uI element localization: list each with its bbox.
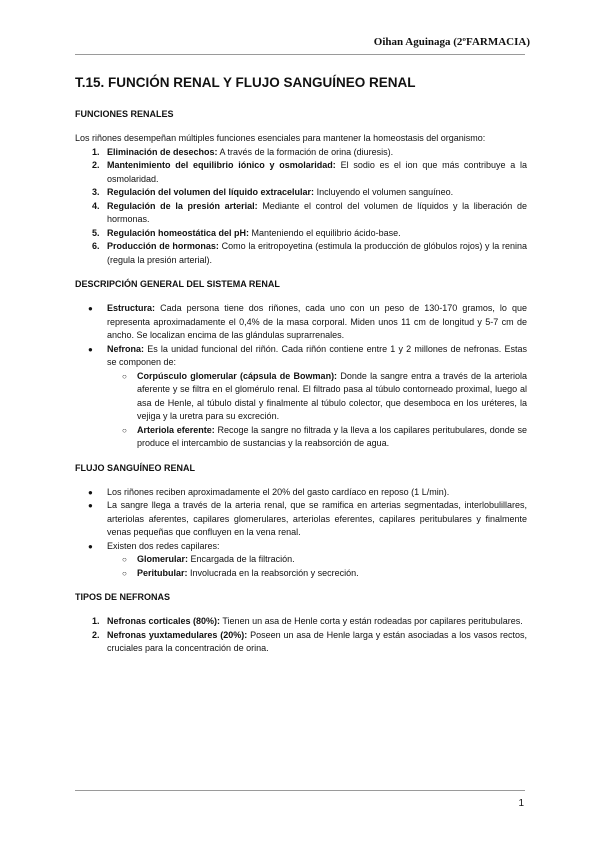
document-header-author: Oihan Aguinaga (2ºFARMACIA)	[373, 36, 530, 48]
bullet-circle-icon: ○	[122, 425, 127, 435]
list-item: 4. Regulación de la presión arterial: Mediante el control del volumen de líquidos y la liberación de hormonas.	[92, 200, 527, 224]
list-item: 2. Nefronas yuxtamedulares (20%): Poseen un asa de Henle larga y están asociadas a los vasos rectos, cruciales para la concentración de orina.	[92, 629, 527, 653]
list-item: ● Estructura: Cada persona tiene dos riñones, cada uno con un peso de 130-170 gramos, lo que representa aproximadamente el 0,4% de la masa corporal. Miden unos 11 cm de longitud y 5-7 cm de ancho. Se localizan encima de las glándulas suprarrenales.	[88, 303, 527, 340]
bullet-circle-icon: ○	[122, 568, 127, 578]
section-heading-funciones: FUNCIONES RENALES	[75, 109, 174, 119]
document-title: T.15. FUNCIÓN RENAL Y FLUJO SANGUÍNEO RENAL	[75, 75, 416, 90]
list-item: 3. Regulación del volumen del líquido extracelular: Incluyendo el volumen sanguíneo.	[92, 187, 454, 197]
page-number: 1	[518, 798, 524, 809]
list-item: ● La sangre llega a través de la arteria renal, que se ramifica en arterias segmentadas, interlobulillares, arteriolas aferentes, capilares glomerulares, arteriolas eferentes, capilares peritubulares y finalmente venas pequeñas que confluyen en la vena renal.	[88, 500, 527, 537]
list-item: 1. Eliminación de desechos: A través de la formación de orina (diuresis).	[92, 146, 394, 157]
bullet-dot-icon: ●	[88, 304, 93, 313]
sub-list-item: ○ Peritubular: Involucrada en la reabsorción y secreción.	[75, 567, 527, 581]
list-item: 2. Mantenimiento del equilibrio iónico y osmolaridad: El sodio es el ion que más contribuye a la osmolaridad.	[92, 160, 527, 184]
sub-list-item: ○ Corpúsculo glomerular (cápsula de Bowman): Donde la sangre entra a través de la arteriola aferente y se filtra en el glomérulo renal. El filtrado pasa al túbulo contorneado proximal, luego al asa de Henle, al túbulo distal y finalmente al túbulo colector, que desemboca en los uréteres, la vejiga y la uretra para su excreción.	[122, 370, 527, 421]
sub-list-item: ○ Arteriola eferente: Recoge la sangre no filtrada y la lleva a los capilares peritubulares, donde se produce el intercambio de sustancias y la reabsorción de agua.	[122, 424, 527, 448]
header-divider	[75, 54, 525, 55]
list-item: ● Los riñones reciben aproximadamente el 20% del gasto cardíaco en reposo (1 L/min).	[75, 486, 527, 500]
section-heading-descripcion: DESCRIPCIÓN GENERAL DEL SISTEMA RENAL	[75, 279, 280, 289]
list-item: 5. Regulación homeostática del pH: Manteniendo el equilibrio ácido-base.	[92, 227, 401, 238]
section-heading-tipos: TIPOS DE NEFRONAS	[75, 592, 171, 602]
funciones-intro: Los riñones desempeñan múltiples funciones esenciales para mantener la homeostasis del organismo:	[75, 133, 486, 143]
document-body	[75, 74, 527, 656]
tipos-list	[75, 615, 527, 656]
bullet-dot-icon: ●	[88, 541, 93, 551]
section-heading-flujo: FLUJO SANGUÍNEO RENAL	[75, 462, 196, 473]
bullet-dot-icon: ●	[88, 344, 93, 354]
list-item: ● Nefrona: Es la unidad funcional del riñón. Cada riñón contiene entre 1 y 2 millones de nefronas. Estas se componen de:	[88, 343, 527, 367]
list-item: ● Existen dos redes capilares:	[75, 540, 527, 554]
bullet-circle-icon: ○	[122, 555, 127, 564]
flujo-list	[75, 486, 527, 581]
sub-list-item: ○ Glomerular: Encargada de la filtración.	[75, 553, 527, 567]
list-item: 6. Producción de hormonas: Como la eritropoyetina (estimula la producción de glóbulos rojos) y la renina (regula la presión arterial).	[92, 241, 527, 265]
footer-divider	[75, 790, 525, 791]
bullet-dot-icon: ●	[88, 501, 93, 510]
funciones-list	[75, 146, 527, 268]
list-item: 1. Nefronas corticales (80%): Tienen un asa de Henle corta y están rodeadas por capilares peritubulares.	[92, 616, 523, 626]
bullet-circle-icon: ○	[122, 371, 127, 381]
descripcion-list	[75, 302, 527, 451]
bullet-dot-icon: ●	[88, 487, 93, 497]
